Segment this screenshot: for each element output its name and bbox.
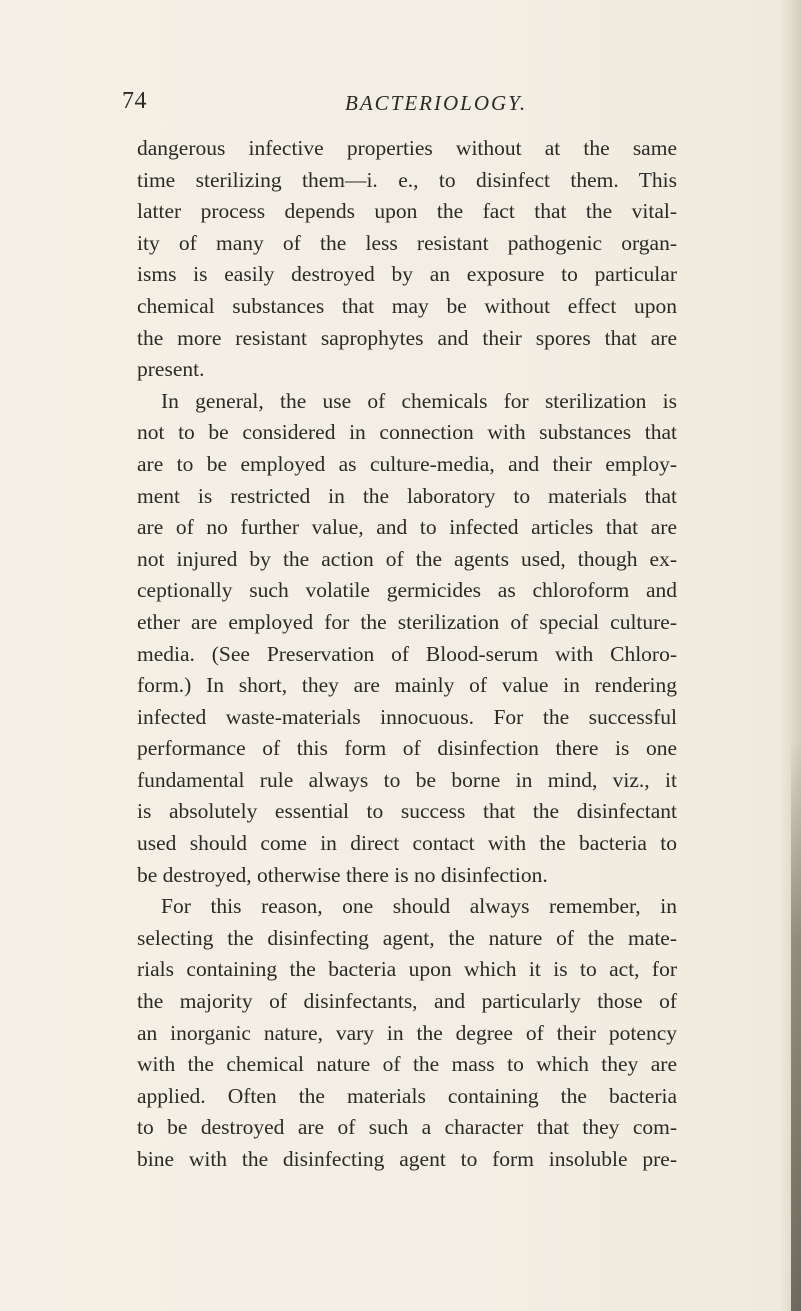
text-line: is absolutely essential to success that the disinfectant <box>137 799 677 824</box>
text-line: performance of this form of disinfection there is one <box>137 736 677 761</box>
text-line: infected waste-materials innocuous. For the successful <box>137 704 677 729</box>
text-line: the more resistant saprophytes and their spores that are <box>137 325 677 350</box>
text-line: ether are employed for the sterilization of special culture- <box>137 609 677 634</box>
text-line: For this reason, one should always remember, in <box>161 894 677 919</box>
text-line: selecting the disinfecting agent, the nature of the mate- <box>137 925 677 950</box>
text-line: chemical substances that may be without effect upon <box>137 293 677 318</box>
text-line: present. <box>137 357 205 382</box>
text-line: are of no further value, and to infected articles that are <box>137 515 677 540</box>
text-line: time sterilizing them—i. e., to disinfect them. This <box>137 167 677 192</box>
text-line: form.) In short, they are mainly of value in rendering <box>137 673 677 698</box>
text-line: not injured by the action of the agents used, though ex- <box>137 546 677 571</box>
text-line: be destroyed, otherwise there is no disinfection. <box>137 862 548 887</box>
text-line: bine with the disinfecting agent to form insoluble pre- <box>137 1147 677 1171</box>
running-head: BACTERIOLOGY. <box>345 91 528 115</box>
text-line: an inorganic nature, vary in the degree of their potency <box>137 1020 677 1045</box>
text-line: In general, the use of chemicals for sterilization is <box>161 388 677 413</box>
text-line: with the chemical nature of the mass to which they are <box>137 1052 677 1077</box>
page-header <box>0 88 801 118</box>
text-line: media. (See Preservation of Blood-serum with Chloro- <box>137 641 677 666</box>
text-line: ment is restricted in the laboratory to materials that <box>137 483 677 508</box>
text-line: not to be considered in connection with substances that <box>137 420 677 445</box>
text-line: are to be employed as culture-media, and their employ- <box>137 451 677 476</box>
text-line: dangerous infective properties without at the same <box>137 136 677 160</box>
text-line: applied. Often the materials containing the bacteria <box>137 1083 677 1108</box>
text-line: ceptionally such volatile germicides as chloroform and <box>137 578 677 603</box>
body-text <box>137 133 677 1176</box>
page-number: 74 <box>122 88 147 114</box>
text-line: ity of many of the less resistant pathogenic organ- <box>137 230 677 255</box>
text-line: to be destroyed are of such a character that they com- <box>137 1115 677 1140</box>
text-line: fundamental rule always to be borne in mind, viz., it <box>137 767 677 792</box>
text-line: latter process depends upon the fact that the vital- <box>137 199 677 224</box>
text-line: used should come in direct contact with the bacteria to <box>137 831 677 856</box>
text-line: isms is easily destroyed by an exposure to particular <box>137 262 677 287</box>
page-edge-binding <box>791 740 801 1311</box>
text-line: the majority of disinfectants, and particularly those of <box>137 989 677 1014</box>
text-line: rials containing the bacteria upon which it is to act, for <box>137 957 677 982</box>
